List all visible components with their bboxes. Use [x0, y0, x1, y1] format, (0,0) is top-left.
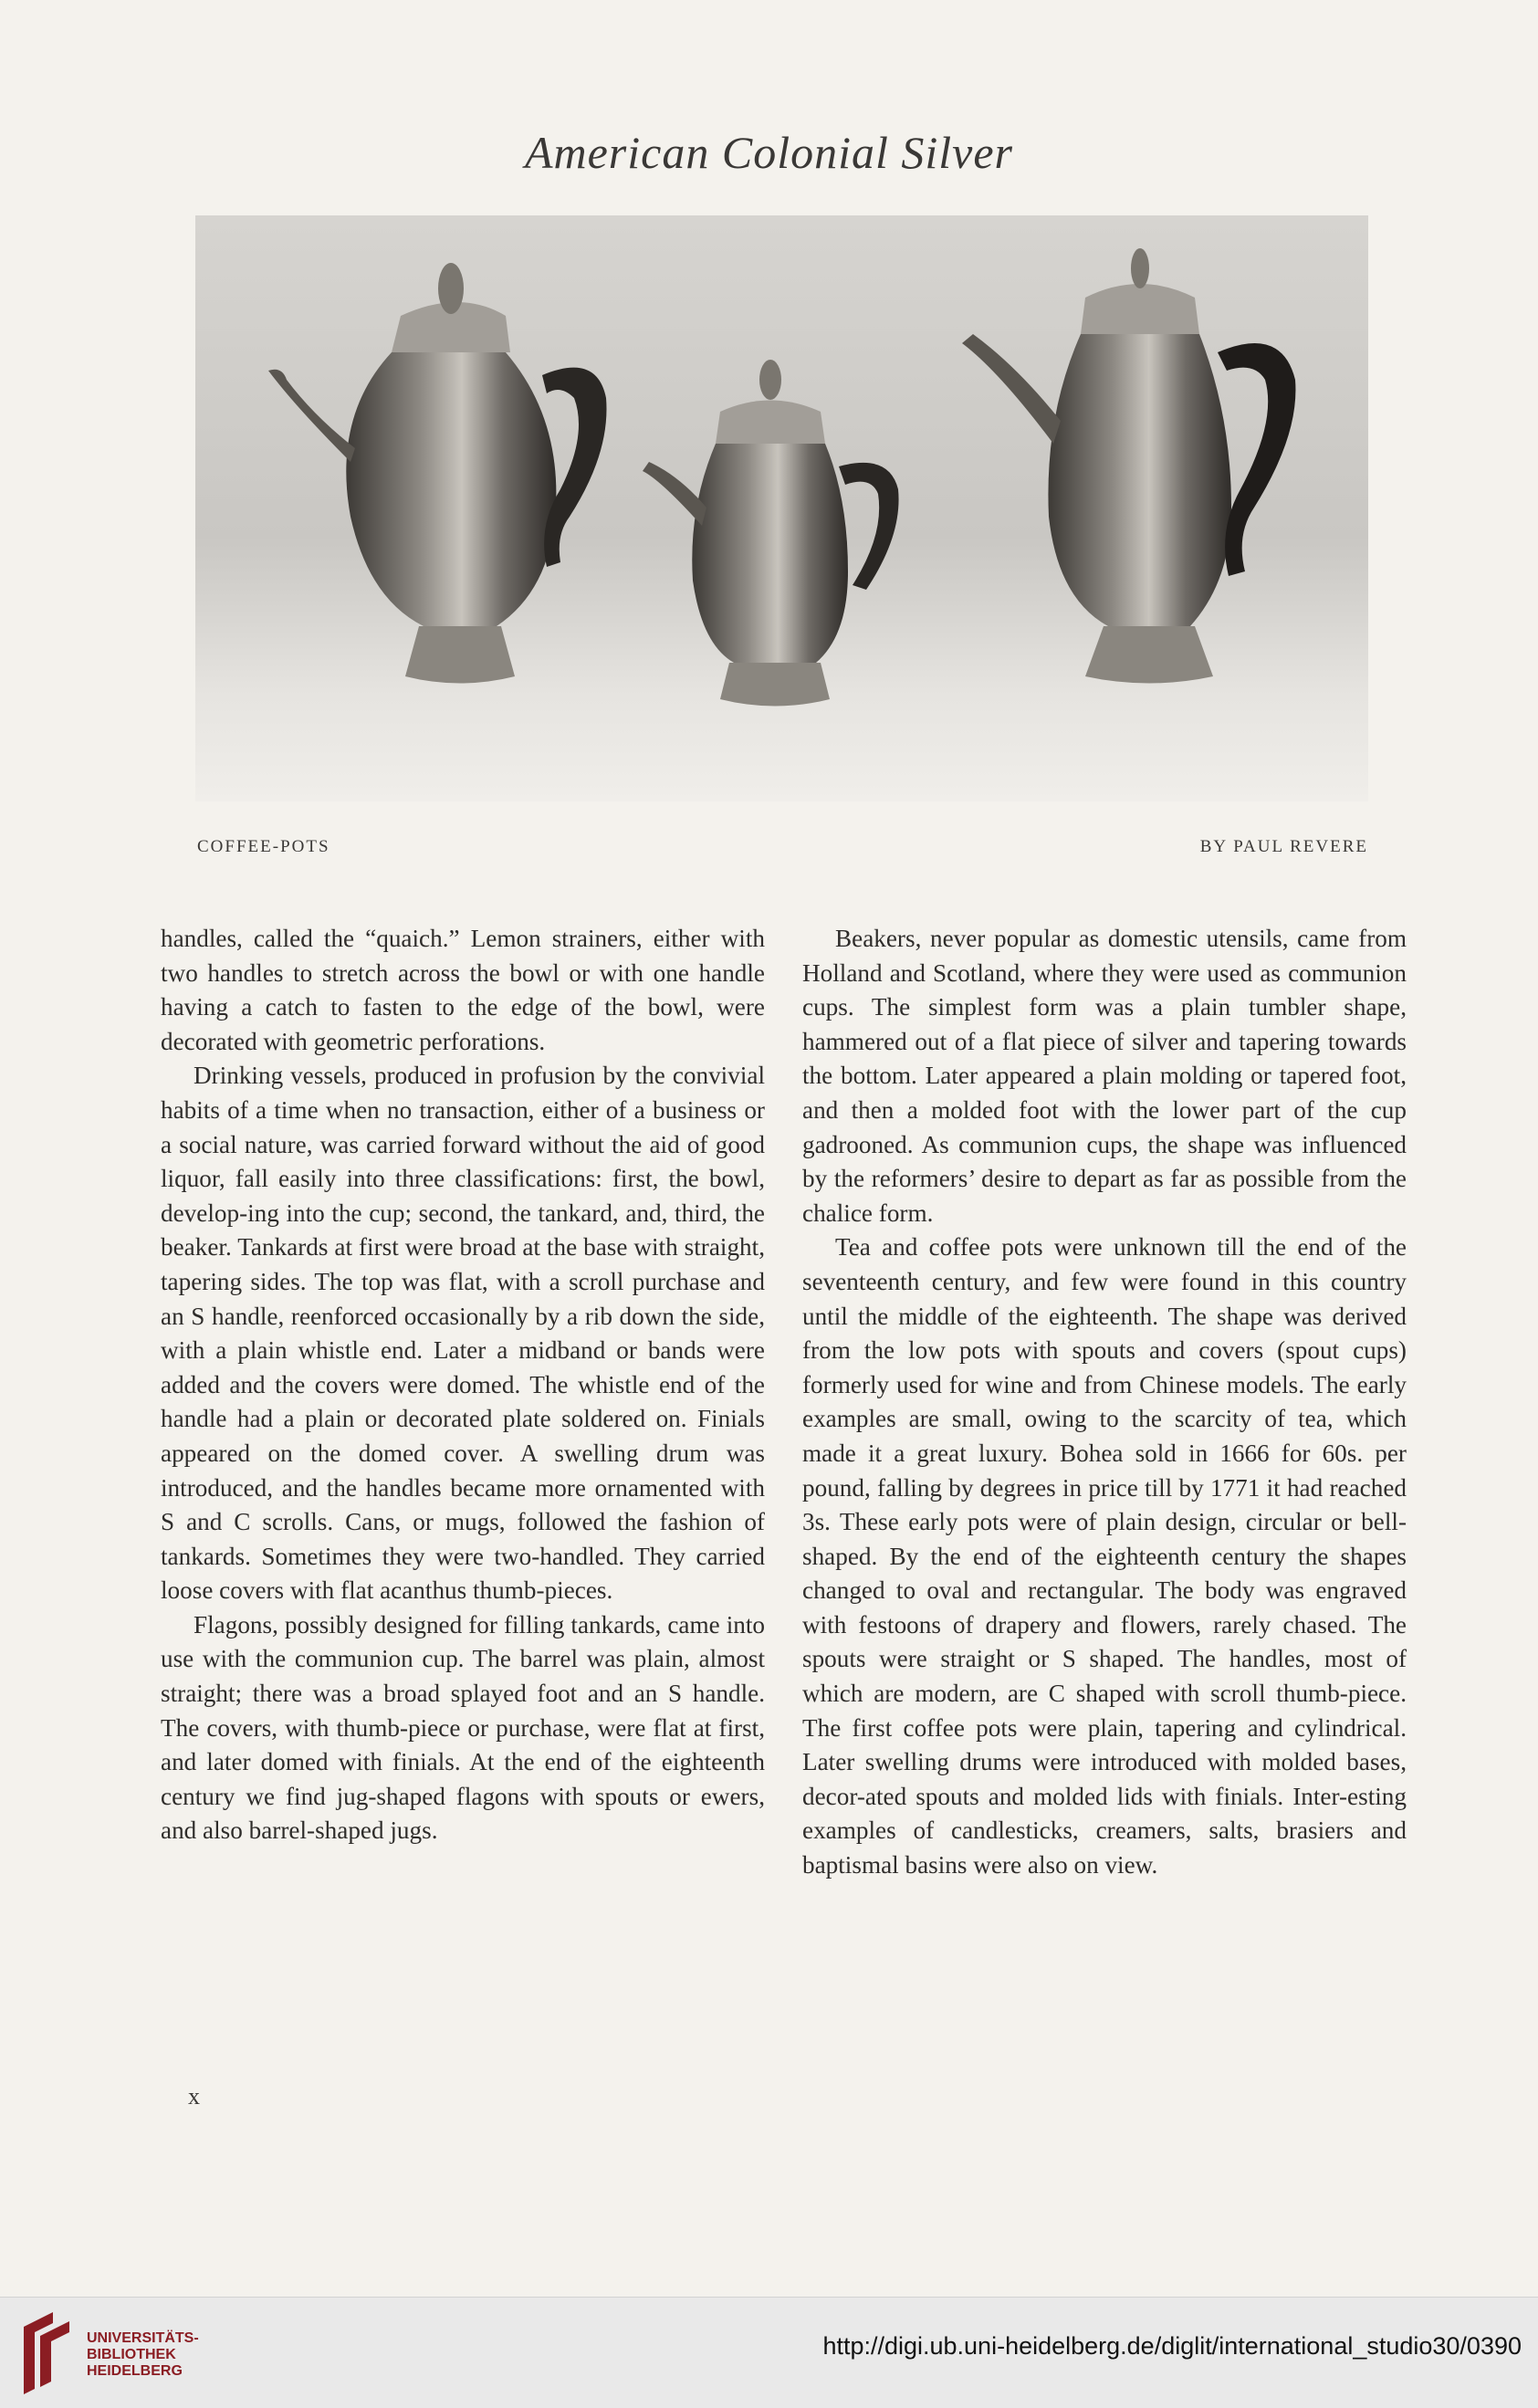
plate-caption-right: BY PAUL REVERE: [1199, 837, 1368, 856]
coffee-pots-plate: [195, 215, 1368, 801]
paragraph: Drinking vessels, produced in profusion by the convivial habits of a time when no transaction, either of a business or a social nature, was carried forward without the aid of good liquor, fall easily into three classifications: first, the bowl, develop-ing into the cup; second, the tankard, and, third, the beaker. Tankards at first were broad at the base with straight, tapering sides. The top was flat, with a scroll purchase and an S handle, reenforced occasionally by a rib down the side, with a plain whistle end. Later a midband or bands were added and the covers were domed. The whistle end of the handle had a plain or decorated plate soldered on. Finials appeared on the domed cover. A swelling drum was introduced, and the handles became more ornamented with S and C scrolls. Cans, or mugs, followed the fashion of tankards. Sometimes they were two-handled. They carried loose covers with flat acanthus thumb-pieces.: [161, 1062, 765, 1605]
plate-caption-left: COFFEE-POTS: [197, 837, 330, 856]
paragraph: handles, called the “quaich.” Lemon strainers, either with two handles to stretch across the bowl or with one handle having a catch to fasten to the edge of the bowl, were decorated with geometric perforations.: [161, 925, 765, 1055]
coffee-pot-center: [643, 360, 899, 707]
paragraph: Tea and coffee pots were unknown till the end of the seventeenth century, and few were found in this country until the middle of the eighteenth. The shape was derived from the low pots with spouts and covers (spout cups) formerly used for wine and from Chinese models. The early examples are small, owing to the scarcity of tea, which made it a great luxury. Bohea sold in 1666 for 60s. per pound, falling by degrees in price till by 1771 it had reached 3s. These early pots were of plain design, circular or bell-shaped. By the end of the eighteenth century the shapes changed to oval and rectangular. The body was engraved with festoons of drapery and flowers, rarely chased. The spouts were straight or S shaped. The handles, most of which are modern, are C shaped with scroll thumb-piece. The first coffee pots were plain, tapering and cylindrical. Later swelling drums were introduced with molded bases, decor-ated spouts and molded lids with finials. Inter-esting examples of candlesticks, creamers, salts, brasiers and baptismal basins were also on view.: [802, 1233, 1407, 1879]
library-footer: [0, 2297, 1538, 2408]
source-url-link[interactable]: http://digi.ub.uni-heidelberg.de/diglit/international_studio30/0390: [822, 2332, 1522, 2360]
coffee-pot-right: [962, 248, 1295, 684]
university-library-logo-icon[interactable]: [16, 2309, 75, 2396]
paragraph: Beakers, never popular as domestic utensils, came from Holland and Scotland, where they were used as communion cups. The simplest form was a plain tumbler shape, hammered out of a flat piece of silver and tapering towards the bottom. Later appeared a plain molding or tapered foot, and then a molded foot with the lower part of the cup gadrooned. As communion cups, the shape was influenced by the reformers’ desire to depart as far as possible from the chalice form.: [802, 925, 1407, 1227]
paragraph: Flagons, possibly designed for filling tankards, came into use with the communion cup. The barrel was plain, almost straight; there was a broad splayed foot and an S handle. The covers, with thumb-piece or purchase, were flat at first, and later domed with finials. At the end of the eighteenth century we find jug-shaped flagons with spouts or ewers, and also barrel-shaped jugs.: [161, 1610, 765, 1845]
library-name[interactable]: UNIVERSITÄTS- BIBLIOTHEK HEIDELBERG: [87, 2330, 199, 2379]
coffee-pots-photo: [195, 215, 1368, 801]
text-column-right: [802, 922, 1407, 1883]
page-number: x: [188, 2083, 200, 2110]
text-column-left: [161, 922, 765, 1848]
running-head: American Colonial Silver: [524, 127, 1014, 178]
coffee-pot-left: [268, 263, 607, 684]
